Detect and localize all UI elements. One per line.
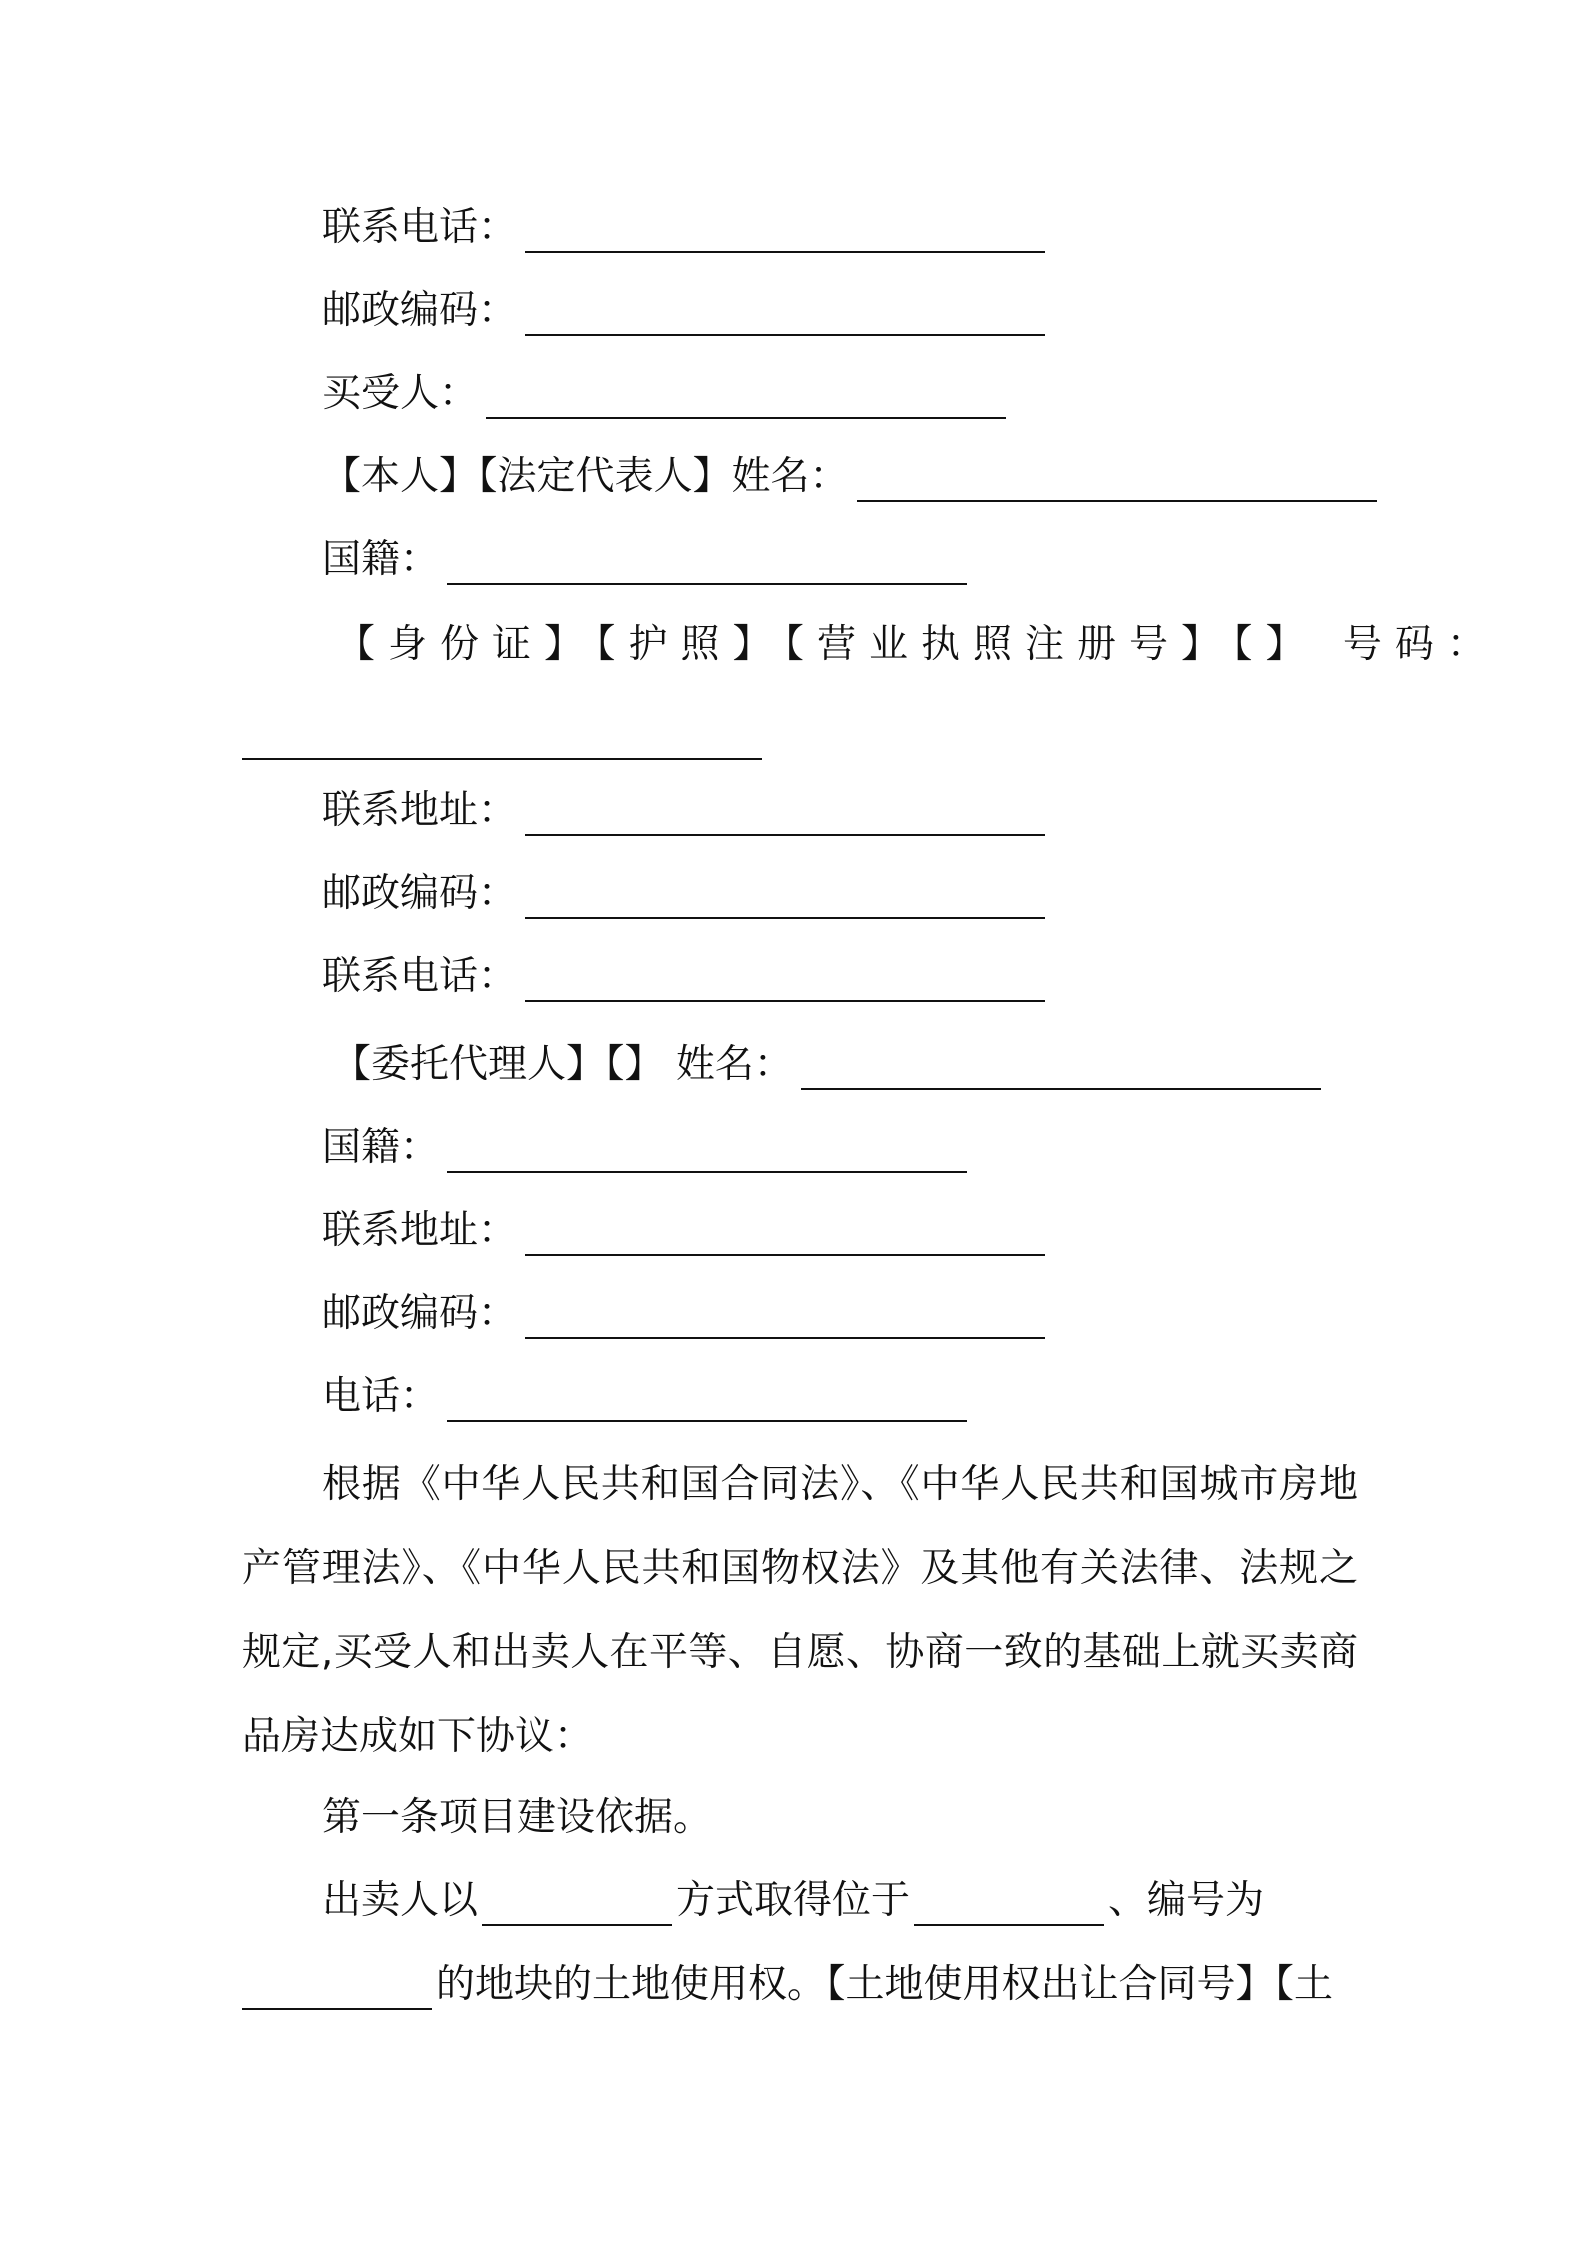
agent-phone-blank[interactable] [447,1386,967,1422]
article1-title [322,1793,712,1843]
agent-address-label: 联系地址： [322,1208,518,1253]
seller-phone-label: 联系电话： [322,205,518,250]
seller-phone-blank[interactable] [525,217,1045,253]
agent-name-label: 【委托代理人】【】 姓名： [332,1042,793,1087]
buyer-phone-label: 联系电话： [322,954,518,999]
buyer-row [322,369,1006,419]
buyer-postcode-row [322,869,1045,919]
buyer-id-blank[interactable] [242,724,762,760]
buyer-nationality-blank[interactable] [447,549,967,585]
buyer-phone-blank[interactable] [525,966,1045,1002]
buyer-rep-name-blank[interactable] [857,466,1377,502]
buyer-id-row [336,620,1499,670]
buyer-address-blank[interactable] [525,800,1045,836]
acquisition-method-blank[interactable] [482,1890,672,1926]
buyer-rep-name-label: 【本人】【法定代表人】姓名： [322,454,849,499]
seller-postcode-blank[interactable] [525,300,1045,336]
agent-nationality-row [322,1123,967,1173]
article1-text-b: 方式取得位于 [676,1878,911,1923]
agent-name-row [332,1040,1321,1090]
buyer-id-blank-row [242,710,762,760]
buyer-label: 买受人： [322,371,479,416]
agent-address-blank[interactable] [525,1220,1045,1256]
buyer-nationality-row [322,535,967,585]
buyer-phone-row [322,952,1045,1002]
land-number-blank[interactable] [242,1974,432,2010]
buyer-postcode-label: 邮政编码： [322,871,518,916]
buyer-address-label: 联系地址： [322,788,518,833]
seller-postcode-row [322,286,1045,336]
article1-text-a: 出卖人以 [322,1878,479,1923]
buyer-nationality-label: 国籍： [322,537,440,582]
article1-text-c: 、编号为 [1108,1878,1265,1923]
agent-postcode-label: 邮政编码： [322,1291,518,1336]
agent-postcode-row [322,1289,1045,1339]
land-location-blank[interactable] [914,1890,1104,1926]
buyer-address-row [322,786,1045,836]
agent-nationality-label: 国籍： [322,1125,440,1170]
article1-line2 [242,1960,1333,2010]
buyer-id-label: 【身份证】【护照】【营业执照注册号】【】 号码： [336,622,1499,667]
buyer-rep-name-row [322,452,1377,502]
article1-title-text: 第一条项目建设依据。 [322,1795,713,1840]
agent-phone-row [322,1372,967,1422]
preamble-paragraph: 根据《中华人民共和国合同法》、《中华人民共和国城市房地产管理法》、《中华人民共和国物权法》及其他有关法律、法规之规定,买受人和出卖人在平等、自愿、协商一致的基础上就买卖商品房达成如下协议： [242,1462,1358,1759]
agent-phone-label: 电话： [322,1374,440,1419]
article1-text-d: 的地块的土地使用权。【土地使用权出让合同号】【土 [436,1962,1334,2007]
agent-postcode-blank[interactable] [525,1303,1045,1339]
buyer-blank[interactable] [486,383,1006,419]
seller-postcode-label: 邮政编码： [322,288,518,333]
article1-line1 [322,1876,1264,1926]
agent-name-blank[interactable] [801,1054,1321,1090]
agent-address-row [322,1206,1045,1256]
buyer-postcode-blank[interactable] [525,883,1045,919]
agent-nationality-blank[interactable] [447,1137,967,1173]
seller-phone-row [322,203,1045,253]
